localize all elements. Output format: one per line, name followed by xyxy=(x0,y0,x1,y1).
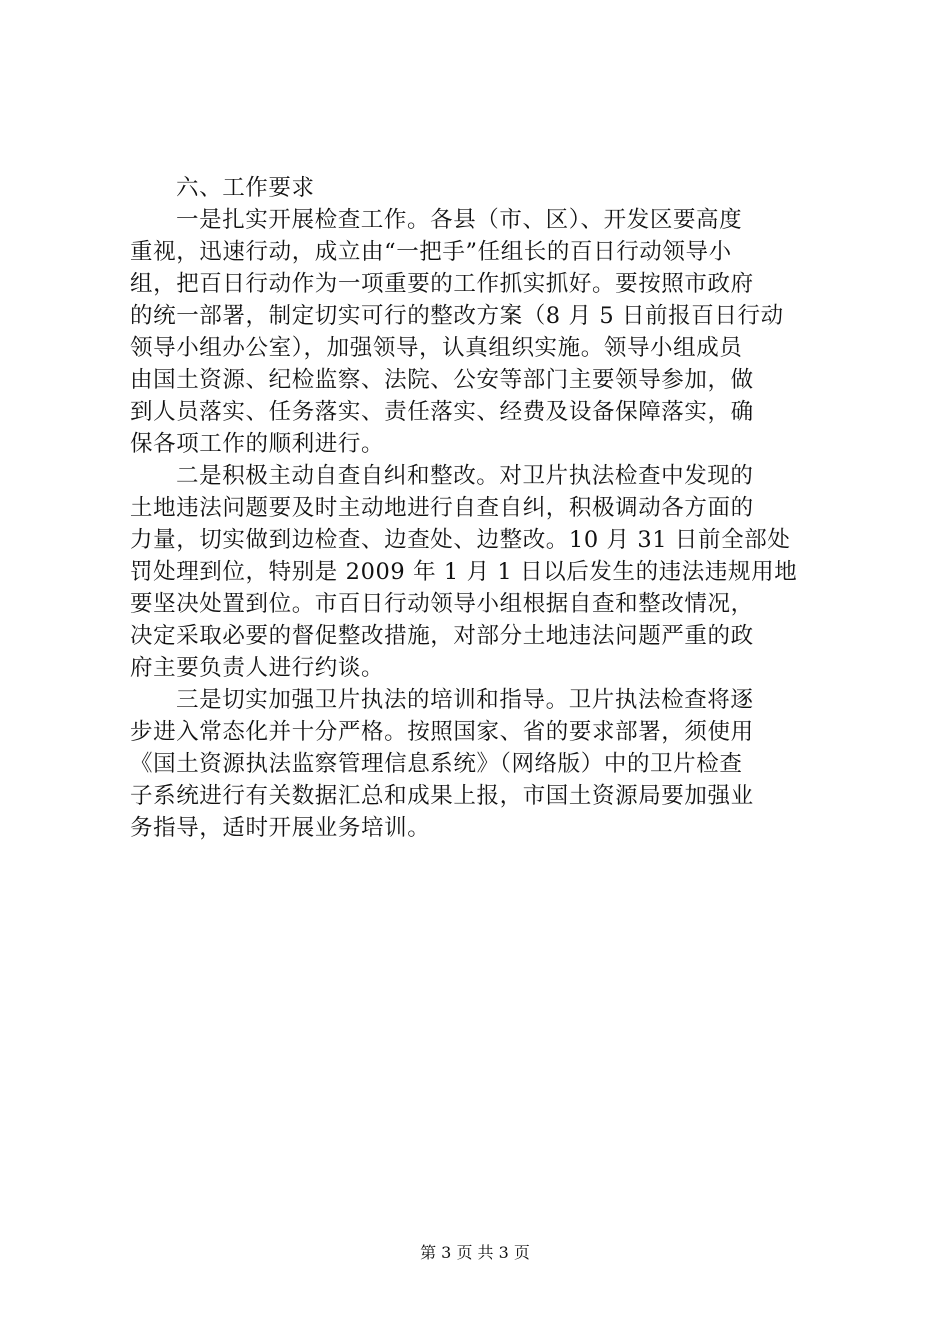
paragraph-line: 务指导，适时开展业务培训。 xyxy=(130,815,431,841)
paragraph-line: 保各项工作的顺利进行。 xyxy=(130,431,385,457)
paragraph-3 xyxy=(130,684,830,844)
paragraph-2 xyxy=(130,460,830,684)
paragraph-line: 到人员落实、任务落实、责任落实、经费及设备保障落实，确 xyxy=(130,399,754,425)
page-number-footer: 第 3 页 共 3 页 xyxy=(420,1243,530,1262)
paragraph-line: 土地违法问题要及时主动地进行自查自纠，积极调动各方面的 xyxy=(130,495,754,521)
paragraph-line: 领导小组办公室），加强领导，认真组织实施。领导小组成员 xyxy=(130,335,743,361)
paragraph-line: 重视，迅速行动，成立由“一把手”任组长的百日行动领导小 xyxy=(130,239,732,265)
paragraph-line: 的统一部署，制定切实可行的整改方案（8 月 5 日前报百日行动 xyxy=(130,303,784,329)
document-body xyxy=(130,172,830,844)
paragraph-line: 决定采取必要的督促整改措施，对部分土地违法问题严重的政 xyxy=(130,623,754,649)
paragraph-line: 要坚决处置到位。市百日行动领导小组根据自查和整改情况， xyxy=(130,591,754,617)
paragraph-line: 组，把百日行动作为一项重要的工作抓实抓好。要按照市政府 xyxy=(130,271,754,297)
paragraph-line: 三是切实加强卫片执法的培训和指导。卫片执法检查将逐 xyxy=(176,687,754,713)
paragraph-line: 子系统进行有关数据汇总和成果上报，市国土资源局要加强业 xyxy=(130,783,754,809)
paragraph-1 xyxy=(130,204,830,460)
paragraph-line: 步进入常态化并十分严格。按照国家、省的要求部署，须使用 xyxy=(130,719,754,745)
section-heading: 六、工作要求 xyxy=(176,175,315,201)
paragraph-line: 府主要负责人进行约谈。 xyxy=(130,655,385,681)
paragraph-line: 由国土资源、纪检监察、法院、公安等部门主要领导参加，做 xyxy=(130,367,754,393)
paragraph-line: 罚处理到位，特别是 2009 年 1 月 1 日以后发生的违法违规用地 xyxy=(130,559,798,585)
paragraph-line: 《国土资源执法监察管理信息系统》（网络版）中的卫片检查 xyxy=(130,751,743,777)
paragraph-line: 二是积极主动自查自纠和整改。对卫片执法检查中发现的 xyxy=(176,463,754,489)
paragraph-line: 一是扎实开展检查工作。各县（市、区）、开发区要高度 xyxy=(176,207,743,233)
paragraph-line: 力量，切实做到边检查、边查处、边整改。10 月 31 日前全部处 xyxy=(130,527,791,553)
